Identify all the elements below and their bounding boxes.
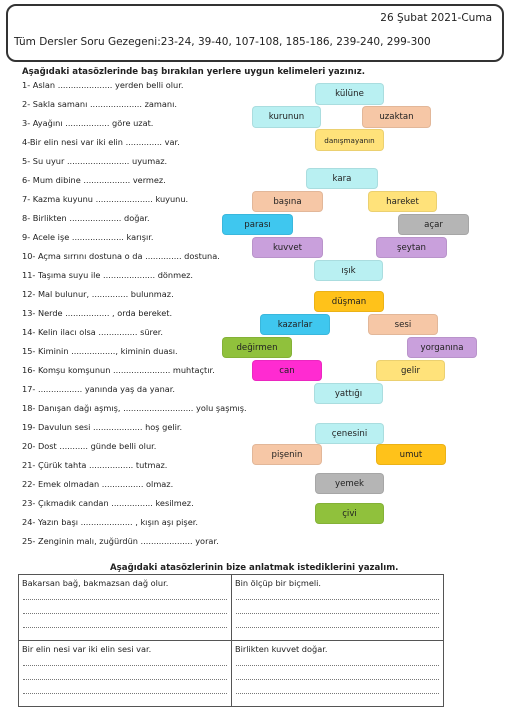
word-chip[interactable]: pişenin: [252, 444, 322, 465]
word-chip[interactable]: yorganına: [407, 337, 477, 358]
answer-cell-prompt: Bir elin nesi var iki elin sesi var.: [22, 644, 152, 654]
section1-instruction: Aşağıdaki atasözlerinde baş bırakılan yerlere uygun kelimeleri yazınız.: [22, 67, 365, 77]
word-chip[interactable]: hareket: [368, 191, 437, 212]
word-chip[interactable]: başına: [252, 191, 323, 212]
question-line: 5- Su uyur ........................ uyumaz.: [22, 156, 168, 166]
question-line: 17- ................. yanında yaş da yanar.: [22, 384, 175, 394]
word-chip[interactable]: gelir: [376, 360, 445, 381]
question-line: 22- Emek olmadan ................ olmaz.: [22, 479, 174, 489]
word-chip[interactable]: açar: [398, 214, 469, 235]
writing-line: [236, 679, 439, 680]
writing-line: [236, 599, 439, 600]
answer-cell-prompt: Birlikten kuvvet doğar.: [235, 644, 328, 654]
question-line: 9- Acele işe .................... karışır.: [22, 232, 154, 242]
word-chip[interactable]: kazarlar: [260, 314, 330, 335]
word-chip[interactable]: uzaktan: [362, 106, 431, 128]
question-line: 8- Birlikten .................... doğar.: [22, 213, 150, 223]
question-line: 25- Zenginin malı, zuğürdün .................... yorar.: [22, 536, 219, 546]
answer-cell[interactable]: [18, 640, 232, 707]
question-line: 21- Çürük tahta ................. tutmaz.: [22, 460, 168, 470]
writing-line: [23, 613, 227, 614]
word-chip[interactable]: parası: [222, 214, 293, 235]
question-line: 10- Açma sırrını dostuna o da .............. dostuna.: [22, 251, 220, 261]
word-chip[interactable]: düşman: [314, 291, 384, 312]
question-line: 16- Komşu komşunun ...................... muhtaçtır.: [22, 365, 215, 375]
question-line: 14- Kelin ilacı olsa ............... sürer.: [22, 327, 163, 337]
question-line: 18- Danışan dağı aşmış, ........................... yolu şaşmış.: [22, 403, 247, 413]
word-chip[interactable]: sesi: [368, 314, 438, 335]
writing-line: [236, 665, 439, 666]
writing-line: [236, 627, 439, 628]
word-chip[interactable]: yemek: [315, 473, 384, 494]
answer-cell-prompt: Bin ölçüp bir biçmeli.: [235, 578, 322, 588]
question-line: 15- Kiminin ................., kiminin duası.: [22, 346, 178, 356]
answer-cell-prompt: Bakarsan bağ, bakmazsan dağ olur.: [22, 578, 169, 588]
question-line: 11- Taşıma suyu ile .................... dönmez.: [22, 270, 194, 280]
question-line: 13- Nerde ................. , orda bereket.: [22, 308, 173, 318]
question-line: 1- Aslan ..................... yerden belli olur.: [22, 80, 184, 90]
word-chip[interactable]: külüne: [315, 83, 384, 105]
section2-instruction: Aşağıdaki atasözlerinin bize anlatmak istediklerini yazalım.: [110, 563, 399, 573]
word-chip[interactable]: yattığı: [314, 383, 383, 404]
question-line: 12- Mal bulunur, .............. bulunmaz.: [22, 289, 174, 299]
answer-cell[interactable]: [18, 574, 232, 641]
question-line: 4-Bir elin nesi var iki elin .............. var.: [22, 137, 180, 147]
word-chip[interactable]: danışmayanın: [315, 129, 384, 151]
word-chip[interactable]: can: [252, 360, 322, 381]
header-box: [6, 4, 504, 62]
word-chip[interactable]: kurunun: [252, 106, 321, 128]
question-line: 2- Sakla samanı .................... zamanı.: [22, 99, 177, 109]
word-chip[interactable]: çenesini: [315, 423, 384, 444]
question-line: 6- Mum dibine .................. vermez.: [22, 175, 166, 185]
page-title: Tüm Dersler Soru Gezegeni:23-24, 39-40, 107-108, 185-186, 239-240, 299-300: [14, 36, 431, 48]
question-line: 20- Dost ........... günde belli olur.: [22, 441, 157, 451]
question-line: 7- Kazma kuyunu ...................... kuyunu.: [22, 194, 189, 204]
word-chip[interactable]: şeytan: [376, 237, 447, 258]
writing-line: [23, 599, 227, 600]
writing-line: [236, 693, 439, 694]
answer-cell[interactable]: [231, 640, 444, 707]
writing-line: [23, 627, 227, 628]
word-chip[interactable]: çivi: [315, 503, 384, 524]
question-line: 19- Davulun sesi ................... hoş gelir.: [22, 422, 183, 432]
writing-line: [23, 693, 227, 694]
writing-line: [23, 665, 227, 666]
question-line: 3- Ayağını ................. göre uzat.: [22, 118, 154, 128]
word-chip[interactable]: kara: [306, 168, 378, 189]
word-chip[interactable]: değirmen: [222, 337, 292, 358]
writing-line: [23, 679, 227, 680]
word-chip[interactable]: kuvvet: [252, 237, 323, 258]
date-label: 26 Şubat 2021-Cuma: [380, 12, 492, 24]
writing-line: [236, 613, 439, 614]
word-chip[interactable]: umut: [376, 444, 446, 465]
question-line: 24- Yazın başı .................... , kışın aşı pişer.: [22, 517, 198, 527]
answer-cell[interactable]: [231, 574, 444, 641]
question-line: 23- Çıkmadık candan ................ kesilmez.: [22, 498, 194, 508]
word-chip[interactable]: ışık: [314, 260, 383, 281]
